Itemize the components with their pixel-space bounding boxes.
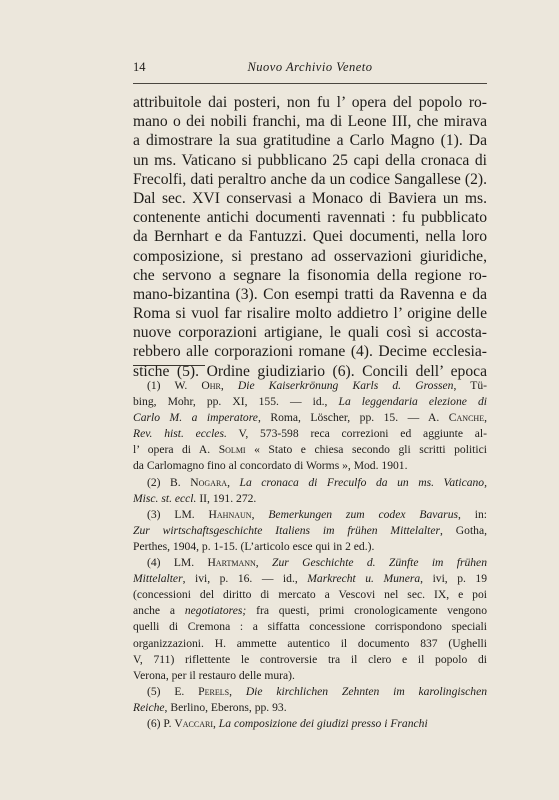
footnote-1-line (133, 394, 487, 410)
footnote-number: (2) B. (147, 475, 191, 489)
work-title: Zur wirtschaftsgeschichte Italiens im frühen Mittelalter (133, 523, 441, 537)
footnote-text: l’ opera di A. (133, 443, 219, 457)
work-title: Misc. st. eccl. (133, 491, 197, 505)
footnote-3-line (133, 523, 487, 539)
work-title: Bemerkungen zum codex Bavarus (268, 507, 459, 521)
text-line: rebbero alle corporazioni romane (4). Decime ecclesia- (133, 343, 487, 361)
footnote-5-line: (5) E. Perels, Die kirchlichen Zehnten im karolingischen (147, 684, 487, 698)
work-title: La composizione dei giudizi presso i Franchi (218, 716, 428, 730)
footnote-number: (6) P. (147, 716, 175, 730)
footnote-4-line (133, 603, 487, 619)
footnote-4-line: (concessioni del diritto di mercato a Vescovi nel sec. IX, e poi (133, 588, 487, 602)
footnote-2-line: (2) B. Nogara, La cronaca di Freculfo da un ms. Vaticano, (147, 475, 487, 489)
footnote-1-line (133, 410, 487, 426)
text-line: da Bernhart e da Fantuzzi. Quei documenti, nella loro (133, 228, 487, 246)
work-title: Reiche (133, 700, 165, 714)
footnote-text: , in: (458, 507, 487, 521)
text-line: attribuitole dai posteri, non fu l’ opera del popolo ro- (133, 94, 487, 111)
text-line: contenente antichi documenti ravennati : fu pubblicato (133, 209, 487, 227)
footnote-text: anche a (133, 604, 185, 618)
footnote-1-line (133, 426, 487, 442)
running-title: Nuovo Archivio Veneto (247, 60, 373, 74)
footnote-rule (133, 365, 205, 366)
footnote-1-line: (1) W. Ohr, Die Kaiserkrönung Karls d. Grossen, Tü- (147, 379, 487, 392)
work-title: Carlo M. a imperatore (133, 411, 258, 425)
text-line: un ms. Vaticano si pubblicano 25 capi della cronaca di (133, 151, 487, 169)
footnote-number: (4) LM. (147, 556, 208, 570)
work-title: Rev. hist. eccles. (133, 427, 227, 441)
footnote-text: bing, Mohr, pp. XI, 155. — id., (133, 395, 339, 409)
work-title: negotiatores; (184, 604, 247, 618)
footnote-text: , (484, 411, 487, 425)
work-title: La leggendaria elezione di (338, 395, 487, 409)
work-title: Die Kaiserkrönung Karls d. Grossen (237, 379, 454, 392)
footnote-text: , Gotha, (440, 523, 487, 537)
footnote-text: , Tü- (453, 379, 487, 392)
footnotes (133, 378, 487, 732)
work-title: Mittelalter (133, 572, 183, 586)
author-name: Vaccari (174, 716, 213, 730)
footnote-4-line (133, 571, 487, 587)
author-name: Hahnaun (208, 507, 252, 521)
footnote-4-line: (4) LM. Hartmann, Zur Geschichte d. Zünfte im frühen (147, 556, 487, 570)
text-line: composizione, si prestano ad osservazioni giuridiche, (133, 247, 487, 265)
footnote-6-line: (6) P. Vaccari, La composizione dei giudizi presso i Franchi (147, 716, 428, 730)
footnote-text: « Stato e chiesa secondo gli scritti politici (245, 443, 487, 457)
author-name: Perels (198, 684, 230, 698)
author-name: Ohr (201, 379, 221, 392)
work-title: La cronaca di Freculfo da un ms. Vaticano, (239, 475, 487, 489)
work-title: Zur Geschichte d. Zünfte im frühen (272, 556, 487, 570)
footnote-4-line: Verona, per il restauro delle mura). (133, 668, 295, 682)
page-number: 14 (133, 60, 146, 74)
page-header (133, 60, 487, 80)
footnote-4-line: quelli di Cremona : a siffatta concessione corrispondono speciali (133, 620, 487, 634)
footnote-number: (3) LM. (147, 507, 209, 521)
footnote-3-line: (3) LM. Hahnaun, Bemerkungen zum codex Bavarus, in: (147, 507, 487, 521)
footnote-1-line: da Carlomagno fino al concordato di Worms », Mod. 1901. (133, 459, 408, 473)
footnote-number: (5) E. (147, 684, 199, 698)
footnote-5-line (133, 700, 487, 716)
author-name: Hartmann (207, 556, 256, 570)
footnote-text: II, 191. 272. (196, 491, 257, 505)
footnote-text: , Roma, Löscher, pp. 15. — A. (257, 411, 449, 425)
work-title: Markrecht u. Munera (307, 572, 421, 586)
footnote-4-line: V, 711) riflettente le controversie tra il clero e il popolo di (133, 652, 487, 666)
main-text (133, 93, 487, 381)
author-name: Solmi (218, 443, 246, 457)
footnote-text: , ivi, p. 16. — id., (182, 572, 308, 586)
text-line: stiche (5). Ordine giudiziario (6). Concili dell’ epoca (133, 362, 487, 380)
text-line: mano-bizantina (3). Con esempi tratti da Ravenna e da (133, 285, 487, 303)
author-name: Canche (448, 411, 485, 425)
footnote-text: , Berlino, Eberons, pp. 93. (164, 700, 287, 714)
text-line: Frecolfi, dati peraltro anche da un codice Sangallese (2). (133, 170, 487, 188)
text-line: Roma si vuol far risalire molto addietro l’ origine delle (133, 305, 487, 323)
text-line: Dal sec. XVI conservasi a Monaco di Baviera un ms. (133, 189, 487, 207)
footnote-2-line (133, 491, 487, 507)
author-name: Nogara (190, 475, 228, 489)
footnote-text: , ivi, p. 19 (420, 572, 487, 586)
footnote-text: V, 573-598 reca correzioni ed aggiunte al- (226, 427, 487, 441)
footnote-3-line: Perthes, 1904, p. 1-15. (L’articolo esce qui in 2 ed.). (133, 539, 375, 553)
footnote-1-line (133, 442, 487, 458)
text-line: a dimostrare la sua gratitudine a Carlo Magno (1). Da (133, 132, 487, 150)
text-line: nuove corporazioni artigiane, le quali così si accosta- (133, 324, 487, 342)
footnote-4-line: organizzazioni. H. ammette autentico il documento 837 (Ughelli (133, 636, 487, 650)
text-line: che servono a segnare la fisonomia della regione ro- (133, 266, 487, 284)
footnote-text: fra questi, primi cronologicamente vengono (246, 604, 487, 618)
footnote-number: (1) W. (147, 379, 202, 392)
header-rule (133, 83, 487, 84)
work-title: Die kirchlichen Zehnten im karolingischen (245, 684, 487, 698)
text-line: mano o dei nobili franchi, ma di Leone III, che mirava (133, 113, 487, 131)
